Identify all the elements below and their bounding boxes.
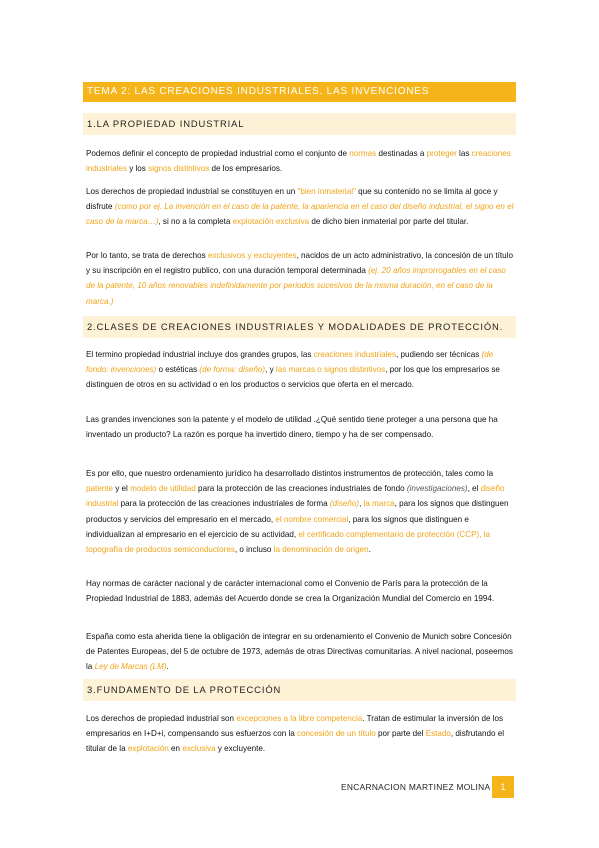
p4-example: (de forma: diseño) [199,365,266,375]
p1-highlight: proteger [426,149,457,158]
p1-highlight: creaciones industriales [86,149,511,174]
p9-highlight: Estado [425,729,451,739]
p2-highlight: explotación exclusiva [232,217,310,227]
p4-text: o estéticas [156,365,200,375]
p6-text: . [368,545,371,555]
paragraph-9 [86,711,514,757]
p6-text: para la protección de las creaciones industriales de forma [118,499,330,509]
p6-italic: (investigaciones) [406,484,468,494]
p6-text: , para los signos que distinguen e individualizan al empresario en el ejercicio de su actividad, [86,514,469,539]
p4-example: (de fondo: invenciones) [86,350,494,375]
paragraph-1 [86,146,514,176]
p8-example: Ley de Marcas (LM) [94,662,167,672]
p3-highlight: exclusivos y excluyentes [207,251,297,260]
p8-text: . [166,662,169,672]
p6-highlight: modelo de utilidad [130,484,196,494]
p9-highlight: exclusiva [182,744,216,754]
p3-text: , nacidos de un acto administrativo, la concesión de un título y su inscripción en el registro publico, con una duración temporal determinada [86,251,513,276]
p6-text: Es por ello, que nuestro ordenamiento jurídico ha desarrollado distintos instrumentos de protección, tales como la [86,469,494,478]
p6-highlight: la denominación de origen [273,545,369,555]
paragraph-3 [86,248,514,309]
section-heading-2: 2.CLASES DE CREACIONES INDUSTRIALES Y MODALIDADES DE PROTECCIÓN. [83,316,516,338]
p6-highlight: patente [86,484,114,494]
section-heading-3: 3.FUNDAMENTO DE LA PROTECCIÓN [83,679,516,701]
p6-highlight: la marca [363,499,395,509]
p9-text: . Tratan de estimular la inversión de los empresarios en I+D+i, compensando sus esfuerzos con la [86,714,504,739]
paragraph-8 [86,629,514,675]
p6-highlight: el nombre comercial [275,514,349,524]
p9-text: por parte del [375,729,426,739]
p4-highlight: las marcas o signos distintivos [275,365,386,375]
p1-text: Podemos definir el concepto de propiedad industrial como el conjunto de [86,149,350,158]
p1-highlight: signos distintivos [148,164,210,174]
p3-example: (ej. 20 años improrrogables en el caso de la patente, 10 años renovables indefinidamente por periodos sucesivos de la misma duración, en el caso de la marca.) [86,266,506,306]
p6-text: para la protección de las creaciones industriales de fondo [195,484,407,494]
p6-highlight: el certificado complementario de protección (CCP), la topografía de productos semiconductores [86,529,490,555]
p9-highlight: excepciones a la libre competencia [236,714,363,723]
p1-highlight: normas [349,149,377,158]
p2-text: de dicho bien inmaterial por parte del titular. [309,217,469,227]
p9-text: , disfrutando el titular de la [86,729,504,754]
p1-text: y los [126,164,149,174]
p6-text: y el [113,484,131,494]
p9-highlight: explotación [127,744,169,754]
p6-text: , para los signos que distinguen productos y servicios del empresario en el mercado, [86,499,509,524]
p2-example: (como por ej. La invención en el caso de la patente, la apariencia en el caso del diseño industrial, el signo en el caso de la marca…) [86,202,514,227]
p4-text: , por los que los empresarios se distinguen de otros en su actividad o en los productos o servicios que oferta en el mercado. [86,365,500,390]
section-heading-1: 1.LA PROPIEDAD INDUSTRIAL [83,113,516,135]
p9-highlight: concesión de un título [297,729,376,739]
p6-text: , el [467,484,481,494]
footer-author: ENCARNACION MARTINEZ MOLINA [341,782,491,792]
p9-text: en [168,744,183,754]
p4-text: El termino propiedad industrial incluye dos grandes grupos, las [86,350,314,359]
paragraph-2 [86,184,514,230]
paragraph-5: Las grandes invenciones son la patente y el modelo de utilidad .¿Qué sentido tiene proteger a una persona que ha inventado un producto? La razón es porque ha invertido dinero, tiempo y ha de ser compensado. [86,415,498,440]
p3-text: Por lo tanto, se trata de derechos [86,251,208,260]
paragraph-7: Hay normas de carácter nacional y de carácter internacional como el Convenio de París para la protección de la Propiedad Industrial de 1883, además del Acuerdo donde se crea la Organización Mundial del Comercio en 1994. [86,579,495,604]
p2-text: Los derechos de propiedad industrial se constituyen en un [86,187,298,196]
p9-text: y excluyente. [215,744,266,754]
paragraph-6 [86,466,514,557]
p9-text: Los derechos de propiedad industrial son [86,714,237,723]
page-title: TEMA 2: LAS CREACIONES INDUSTRIALES. LAS INVENCIONES [83,82,516,102]
p4-text: , y [265,365,276,375]
p6-example: (diseño) [329,499,360,509]
p2-text: que su contenido no se limita al goce y disfrute [86,187,498,212]
p1-text: las [456,149,472,158]
p2-text: , si no a la completa [158,217,233,227]
paragraph-4 [86,347,514,393]
p4-text: , pudiendo ser técnicas [396,350,482,359]
page-number: 1 [492,776,514,798]
p1-text: destinadas a [376,149,427,158]
p2-highlight: "bien inmaterial" [297,187,356,196]
p8-text: España como esta aherida tiene la obligación de integrar en su ordenamiento el Convenio de Munich sobre Concesión de Patentes Europeas, del 5 de octubre de 1973, además de otras Directivas comunitarias. A nivel nacional, poseemos la [86,632,513,672]
p6-text: , [359,499,364,509]
p6-text: , o incluso [234,545,274,555]
p6-highlight: diseño industrial [86,484,505,509]
p1-text: de los empresarios. [209,164,283,174]
p4-highlight: creaciones industriales [313,350,396,359]
